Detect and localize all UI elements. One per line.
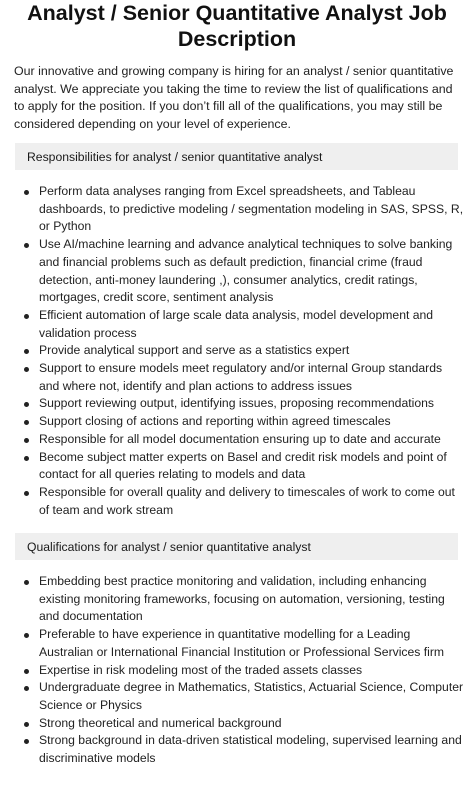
list-item — [15, 236, 464, 307]
list-item — [15, 626, 464, 661]
list-item-text: Strong theoretical and numerical background — [39, 715, 282, 730]
bullet-icon — [24, 686, 29, 691]
list-item-text: Efficient automation of large scale data analysis, model development and validation process — [39, 307, 434, 340]
bullet-icon — [24, 402, 29, 407]
list-item-text: Preferable to have experience in quantitative modelling for a Leading Australian or International Financial Institution or Professional Services firm — [39, 627, 445, 659]
list-item — [15, 715, 464, 733]
list-item — [15, 484, 464, 519]
bullet-icon — [24, 367, 29, 372]
list-item-text: Responsible for overall quality and delivery to timescales of work to come out of team and work stream — [39, 484, 455, 517]
list-item-text: Strong background in data-driven statistical modeling, supervised learning and discriminative models — [39, 733, 462, 766]
list-item-text: Support to ensure models meet regulatory and/or internal Group standards and where not, identify and plan actions to address issues — [39, 361, 443, 393]
bullet-icon — [24, 314, 29, 319]
list-item — [15, 183, 464, 236]
intro-paragraph: Our innovative and growing company is hiring for an analyst / senior quantitative analyst. We appreciate you taking the time to review the list of qualifications and to apply for the position. If you don’t fill all of the qualifications, you may still be considered depending on your level of experience. — [14, 64, 454, 131]
bullet-icon — [24, 669, 29, 674]
bullet-icon — [24, 580, 29, 585]
bullet-icon — [24, 722, 29, 727]
list-item-text: Responsible for all model documentation ensuring up to date and accurate — [39, 431, 441, 446]
list-item — [15, 395, 464, 413]
list-item-text: Support closing of actions and reporting within agreed timescales — [39, 414, 391, 429]
bullet-icon — [24, 420, 29, 425]
list-item-text: Embedding best practice monitoring and validation, including enhancing existing monitoring frameworks, focusing on automation, versioning, testing and documentation — [39, 574, 445, 624]
bullet-icon — [24, 349, 29, 354]
bullet-icon — [24, 190, 29, 195]
list-item — [15, 431, 464, 449]
list-item — [15, 679, 464, 714]
bullet-icon — [24, 438, 29, 443]
bullet-icon — [24, 739, 29, 744]
list-item — [15, 413, 464, 431]
qualifications-heading: Qualifications for analyst / senior quantitative analyst — [15, 533, 458, 560]
qualifications-list — [15, 573, 464, 768]
list-item-text: Undergraduate degree in Mathematics, Statistics, Actuarial Science, Computer Science or Physics — [39, 680, 464, 712]
bullet-icon — [24, 456, 29, 461]
list-item — [15, 732, 464, 767]
bullet-icon — [24, 633, 29, 638]
list-item-text: Expertise in risk modeling most of the traded assets classes — [39, 662, 363, 677]
list-item — [15, 662, 464, 680]
list-item — [15, 360, 464, 395]
list-item — [15, 342, 464, 360]
page-title: Analyst / Senior Quantitative Analyst Job Description — [27, 1, 447, 51]
responsibilities-heading: Responsibilities for analyst / senior quantitative analyst — [15, 143, 458, 170]
list-item — [15, 307, 464, 342]
list-item — [15, 449, 464, 484]
responsibilities-list — [15, 183, 464, 519]
list-item-text: Become subject matter experts on Basel and credit risk models and point of contact for all queries relating to models and data — [39, 449, 447, 482]
list-item — [15, 573, 464, 626]
list-item-text: Perform data analyses ranging from Excel spreadsheets, and Tableau dashboards, to predictive modeling / segmentation modeling in SAS, SPSS, R, or Python — [39, 184, 464, 234]
list-item-text: Provide analytical support and serve as a statistics expert — [39, 343, 350, 358]
bullet-icon — [24, 243, 29, 248]
list-item-text: Support reviewing output, identifying issues, proposing recommendations — [39, 396, 434, 411]
list-item-text: Use AI/machine learning and advance analytical techniques to solve banking and financial problems such as default prediction, financial crime (fraud detection, anti-money laundering ,), consumer analytics, credit ratings, mortgages, credit score, sentiment analysis — [39, 237, 453, 305]
bullet-icon — [24, 491, 29, 496]
